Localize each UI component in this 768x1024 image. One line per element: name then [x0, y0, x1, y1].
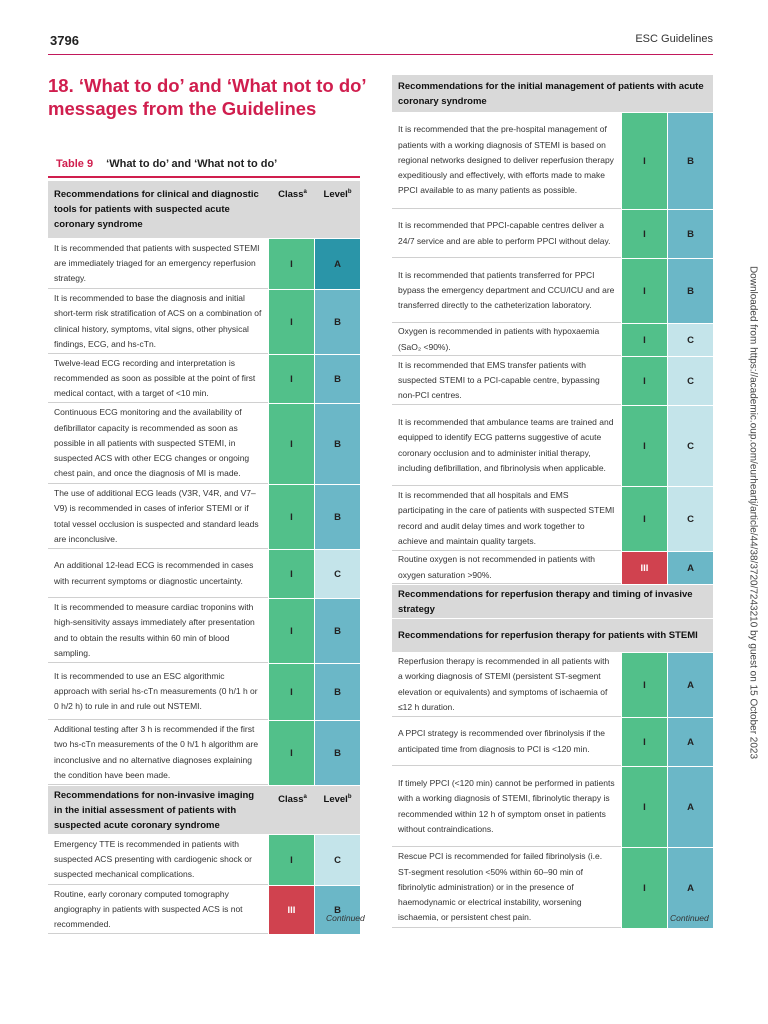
table-row: [392, 357, 713, 406]
level-badge: B: [314, 664, 360, 720]
level-column-header: [315, 786, 360, 834]
level-badge: A: [667, 848, 713, 928]
table-row: [48, 485, 360, 550]
class-column-header: [270, 181, 315, 238]
section-header: [48, 181, 360, 239]
recommendation-text: It is recommended that patients transferred for PPCI bypass the emergency department and CCU/ICU and are transferred directly to the catheterization laboratory.: [392, 259, 621, 323]
table-row: [48, 721, 360, 786]
level-badge: B: [314, 485, 360, 549]
level-badge: A: [667, 552, 713, 584]
page-number: 3796: [50, 33, 79, 48]
table-row: [392, 487, 713, 552]
class-badge: III: [621, 552, 667, 584]
level-badge: B: [314, 886, 360, 934]
level-badge: B: [314, 404, 360, 484]
class-badge: I: [268, 664, 314, 720]
table-row: [48, 239, 360, 290]
recommendation-text: If timely PPCI (<120 min) cannot be performed in patients with a working diagnosis of STEMI, fibrinolytic therapy is recommended within 12 h of symptom onset in patients without contraindications.: [392, 767, 621, 847]
class-badge: I: [621, 487, 667, 551]
level-header-sup: b: [347, 794, 352, 800]
recommendation-text: It is recommended to measure cardiac troponins with high-sensitivity assays immediately after presentation and to obtain the results within 60 min of blood sampling.: [48, 599, 268, 663]
table-caption: [56, 158, 277, 170]
table-row: [48, 835, 360, 886]
table-row: [48, 355, 360, 404]
level-badge: C: [667, 406, 713, 486]
header-rule: [48, 54, 713, 55]
recommendation-text: Emergency TTE is recommended in patients with suspected ACS presenting with cardiogenic shock or suspected mechanical complications.: [48, 835, 268, 885]
recommendation-text: It is recommended that EMS transfer patients with suspected STEMI to a PCI-capable centre, bypassing non-PCI centres.: [392, 357, 621, 405]
level-column-header: [315, 181, 360, 238]
section-header-text: Recommendations for non-invasive imaging in the initial assessment of patients with suspected acute coronary syndrome: [54, 789, 255, 831]
recommendation-text: Routine, early coronary computed tomography angiography in patients with suspected ACS is not recommended.: [48, 886, 268, 934]
class-badge: I: [268, 835, 314, 885]
level-badge: B: [314, 721, 360, 785]
table-row: [48, 664, 360, 721]
class-badge: I: [621, 357, 667, 405]
class-badge: I: [268, 599, 314, 663]
journal-name: ESC Guidelines: [635, 33, 713, 45]
table-row: [392, 767, 713, 848]
level-header-label: Level: [323, 794, 348, 806]
recommendation-text: The use of additional ECG leads (V3R, V4R, and V7–V9) is recommended in cases of inferior STEMI or if total vessel occlusion is suspected and standard leads are inconclusive.: [48, 485, 268, 549]
section-header: [392, 585, 713, 619]
class-header-sup: a: [303, 794, 307, 800]
class-badge: I: [621, 406, 667, 486]
level-badge: B: [314, 290, 360, 354]
table-row: [392, 406, 713, 487]
class-header-label: Class: [278, 794, 304, 806]
level-badge: C: [667, 324, 713, 356]
class-badge: I: [621, 113, 667, 209]
class-badge: I: [268, 355, 314, 403]
table-row: [392, 552, 713, 585]
recommendation-text: It is recommended that the pre-hospital management of patients with a working diagnosis of STEMI is based on regional networks designed to deliver reperfusion therapy expeditiously and effectively, with efforts made to make PPCI available to as many patients as possible.: [392, 113, 621, 209]
class-badge: I: [621, 848, 667, 928]
class-badge: I: [621, 324, 667, 356]
level-badge: A: [667, 767, 713, 847]
continued-left: Continued: [326, 913, 365, 923]
table-rule: [48, 176, 360, 178]
level-header-label: Level: [323, 189, 348, 201]
recommendation-text: It is recommended to use an ESC algorithmic approach with serial hs-cTn measurements (0 h/1 h or 0 h/2 h) to rule in and rule out NSTEMI.: [48, 664, 268, 720]
level-badge: B: [314, 355, 360, 403]
table-row: [392, 653, 713, 718]
download-note: Downloaded from https://academic.oup.com/eurheartj/article/44/38/3720/7243210 by guest on 15 October 2023: [747, 265, 759, 760]
table-title: ‘What to do’ and ‘What not to do’: [106, 158, 278, 170]
table-row: [392, 113, 713, 210]
recommendation-text: Additional testing after 3 h is recommended if the first two hs-cTn measurements of the 0 h/1 h algorithm are inconclusive and no alternative diagnoses explaining the condition have been made.: [48, 721, 268, 785]
download-sidebar: [745, 255, 759, 775]
class-badge: I: [621, 718, 667, 766]
level-badge: B: [667, 259, 713, 323]
class-badge: I: [268, 485, 314, 549]
recommendation-text: Rescue PCI is recommended for failed fibrinolysis (i.e. ST-segment resolution <50% within 60–90 min of fibrinolytic administration) or in the presence of haemodynamic or electrical instability, worsening ischaemia, or persistent chest pain.: [392, 848, 621, 928]
level-badge: B: [314, 599, 360, 663]
class-badge: I: [268, 239, 314, 289]
section-header-text: Recommendations for reperfusion therapy for patients with STEMI: [398, 630, 698, 641]
recommendation-text: It is recommended that ambulance teams are trained and equipped to identify ECG patterns suggestive of acute coronary occlusion and to administer initial therapy, including defibrillation, and fibrinolysis when applicable.: [392, 406, 621, 486]
recommendation-text: It is recommended that all hospitals and EMS participating in the care of patients with suspected STEMI record and audit delay times and work together to achieve and maintain quality targets.: [392, 487, 621, 551]
section-header-text: Recommendations for reperfusion therapy and timing of invasive strategy: [398, 588, 693, 615]
table-row: [48, 886, 360, 935]
recommendation-text: An additional 12-lead ECG is recommended in cases with recurrent symptoms or diagnostic uncertainty.: [48, 550, 268, 598]
class-badge: I: [268, 290, 314, 354]
section-header: [392, 75, 713, 113]
recommendation-text: Continuous ECG monitoring and the availability of defibrillator capacity is recommended as soon as possible in all patients with suspected STEMI, in suspected ACS with other ECG changes or ongoing chest pain, and once the diagnosis of MI is made.: [48, 404, 268, 484]
recommendation-text: A PPCI strategy is recommended over fibrinolysis if the anticipated time from diagnosis to PCI is <120 min.: [392, 718, 621, 766]
section-header: [48, 786, 360, 835]
class-badge: I: [621, 767, 667, 847]
table-row: [392, 848, 713, 929]
recommendation-text: Oxygen is recommended in patients with hypoxaemia (SaO₂ <90%).: [392, 324, 621, 356]
class-column-header: [270, 786, 315, 834]
recommendation-text: Twelve-lead ECG recording and interpretation is recommended as soon as possible at the point of first medical contact, with a target of <10 min.: [48, 355, 268, 403]
table-row: [48, 404, 360, 485]
level-badge: B: [667, 210, 713, 258]
level-badge: C: [667, 357, 713, 405]
table-row: [392, 718, 713, 767]
level-badge: C: [667, 487, 713, 551]
class-badge: III: [268, 886, 314, 934]
level-badge: C: [314, 550, 360, 598]
class-badge: I: [621, 259, 667, 323]
class-header-sup: a: [303, 189, 307, 195]
table-row: [392, 324, 713, 357]
table-row: [48, 599, 360, 664]
level-badge: C: [314, 835, 360, 885]
recommendation-text: Routine oxygen is not recommended in patients with oxygen saturation >90%.: [392, 552, 621, 584]
section-title: 18. ‘What to do’ and ‘What not to do’ messages from the Guidelines: [48, 75, 366, 119]
recommendation-text: It is recommended to base the diagnosis and initial short-term risk stratification of ACS on a combination of clinical history, symptoms, vital signs, other physical findings, ECG, and hs-cTn.: [48, 290, 268, 354]
level-badge: A: [667, 653, 713, 717]
right-column: [392, 75, 713, 929]
recommendation-text: It is recommended that patients with suspected STEMI are immediately triaged for an emergency reperfusion strategy.: [48, 239, 268, 289]
table-row: [48, 550, 360, 599]
class-badge: I: [621, 210, 667, 258]
level-badge: B: [667, 113, 713, 209]
left-column: [48, 181, 360, 935]
class-header-label: Class: [278, 189, 304, 201]
section-header-text: Recommendations for the initial management of patients with acute coronary syndrome: [398, 80, 704, 107]
class-badge: I: [268, 721, 314, 785]
section-header: [392, 619, 713, 653]
class-badge: I: [268, 404, 314, 484]
table-row: [392, 210, 713, 259]
recommendation-text: Reperfusion therapy is recommended in all patients with a working diagnosis of STEMI (persistent ST-segment elevation or equivalents) and symptoms of ischaemia of ≤12 h duration.: [392, 653, 621, 717]
recommendation-text: It is recommended that PPCI-capable centres deliver a 24/7 service and are able to perform PPCI without delay.: [392, 210, 621, 258]
table-number: Table 9: [56, 158, 94, 170]
continued-right: Continued: [670, 913, 709, 923]
class-badge: I: [621, 653, 667, 717]
level-badge: A: [667, 718, 713, 766]
class-badge: I: [268, 550, 314, 598]
level-badge: A: [314, 239, 360, 289]
section-header-text: Recommendations for clinical and diagnostic tools for patients with suspected acute coronary syndrome: [54, 189, 259, 230]
table-row: [392, 259, 713, 324]
table-row: [48, 290, 360, 355]
level-header-sup: b: [347, 189, 352, 195]
